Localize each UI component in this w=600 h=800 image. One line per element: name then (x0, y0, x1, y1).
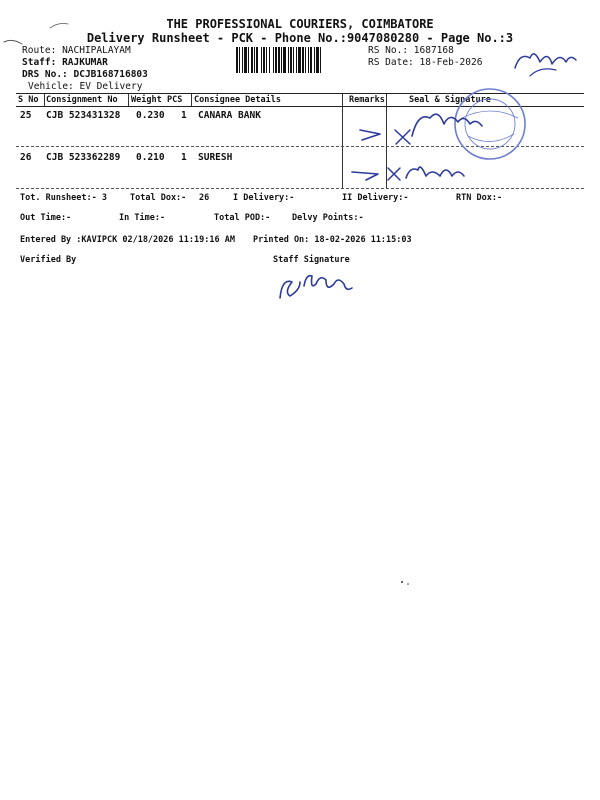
route-label: Route: (22, 45, 57, 56)
seal-stamp (455, 89, 525, 159)
staff-value: RAJKUMAR (62, 57, 108, 68)
route-value: NACHIPALAYAM (62, 45, 131, 56)
col-seal-signature: Seal & Signature (409, 95, 491, 105)
speck (407, 583, 409, 585)
rs-date-value: 18-Feb-2026 (419, 57, 483, 68)
row-weight: 0.230 (136, 110, 165, 121)
rs-no-label: RS No.: (368, 45, 409, 56)
printed-on: Printed On: 18-02-2026 11:15:03 (253, 235, 412, 245)
stray-mark (50, 24, 68, 29)
vehicle-value: EV Delivery (79, 81, 143, 92)
out-time: Out Time:- (20, 213, 72, 223)
ii-delivery: II Delivery:- (342, 193, 409, 203)
row-consignment: CJB 523362289 (46, 152, 121, 163)
total-dox-label: Total Dox:- (130, 193, 187, 203)
col-sno: S No (18, 95, 39, 105)
row-consignee: SURESH (198, 152, 233, 163)
rtn-dox: RTN Dox:- (456, 193, 503, 203)
delvy-points: Delvy Points:- (292, 213, 364, 223)
recipient-signature (406, 167, 464, 178)
staff-signature-label: Staff Signature (273, 255, 350, 265)
scribble-signature (515, 54, 576, 68)
drs-value: DCJB168716803 (73, 69, 148, 80)
entered-by: Entered By :KAVIPCK 02/18/2026 11:19:16 AM (20, 235, 235, 245)
row-pcs: 1 (181, 110, 187, 121)
scribble-signature (530, 69, 556, 76)
row-consignee: CANARA BANK (198, 110, 261, 121)
col-consignee: Consignee Details (194, 95, 281, 105)
drs-label: DRS No.: (22, 69, 68, 80)
arrow-mark (352, 172, 378, 180)
row-sno: 26 (20, 152, 32, 163)
speck (401, 581, 403, 583)
col-remarks: Remarks (349, 95, 385, 105)
vehicle-label: Vehicle: (28, 81, 74, 92)
col-pcs: PCS (167, 95, 183, 105)
row-sno: 25 (20, 110, 32, 121)
col-weight: Weight (131, 95, 162, 105)
total-pod: Total POD:- (214, 213, 271, 223)
total-dox-value: 26 (199, 193, 210, 203)
runsheet-title: Delivery Runsheet - PCK - Phone No.:9047080280 - Page No.:3 (86, 31, 514, 45)
verified-by: Verified By (20, 255, 77, 265)
row-consignment: CJB 523431328 (46, 110, 121, 121)
row-weight: 0.210 (136, 152, 165, 163)
tot-runsheet: Tot. Runsheet:- 3 (20, 193, 107, 203)
stray-mark (4, 40, 22, 44)
in-time: In Time:- (119, 213, 166, 223)
company-name: THE PROFESSIONAL COURIERS, COIMBATORE (166, 17, 434, 31)
staff-label: Staff: (22, 57, 57, 68)
col-consignment: Consignment No (46, 95, 118, 105)
x-mark (395, 130, 410, 144)
arrow-mark (360, 130, 380, 140)
rs-date-label: RS Date: (368, 57, 414, 68)
x-mark (388, 168, 400, 180)
i-delivery: I Delivery:- (233, 193, 295, 203)
recipient-signature (412, 114, 482, 136)
staff-signature (280, 276, 352, 298)
row-pcs: 1 (181, 152, 187, 163)
rs-no-value: 1687168 (413, 45, 454, 56)
